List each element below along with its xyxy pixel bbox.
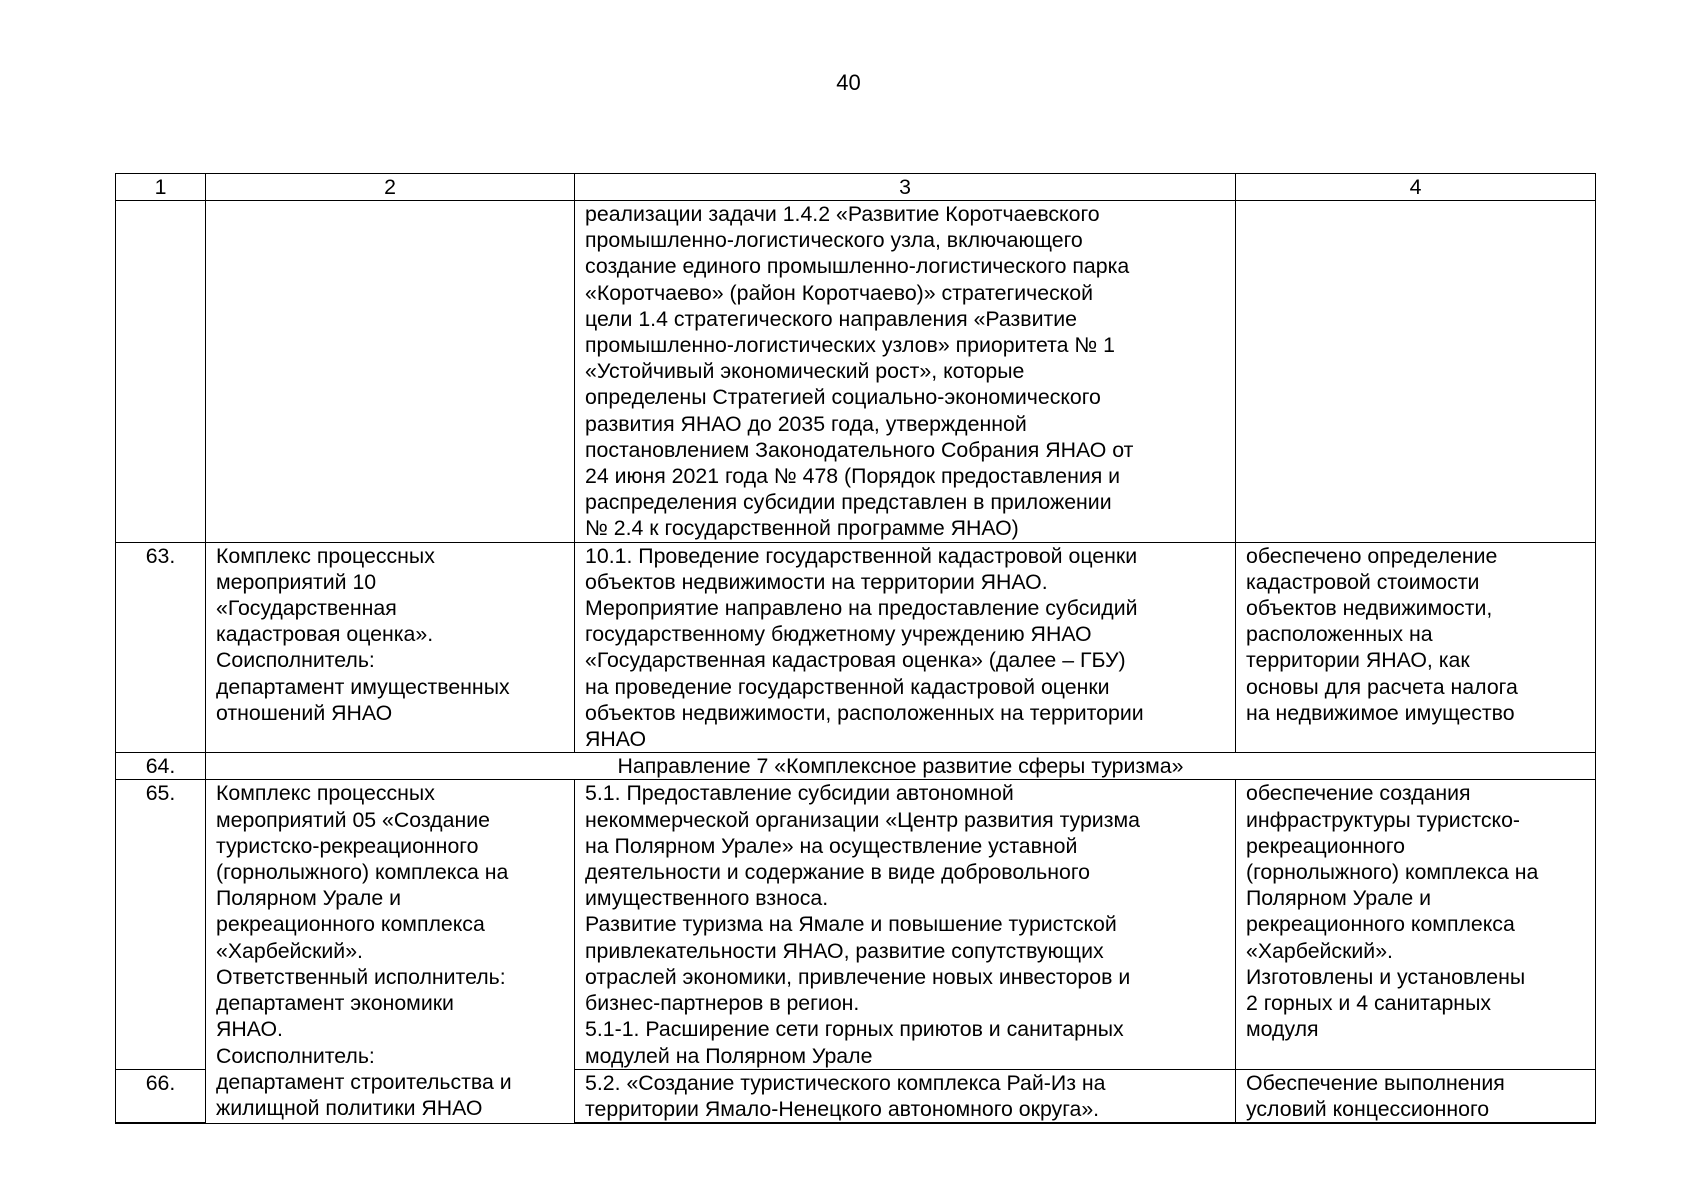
- text-line: промышленно-логистических узлов» приоритета № 1: [585, 333, 1115, 358]
- row-number-cell: [116, 201, 206, 543]
- table-row-63: [116, 542, 1596, 753]
- text-line: (горнолыжного) комплекса на: [216, 860, 509, 885]
- row-measure-cell: [575, 201, 1236, 543]
- text-line: объектов недвижимости на территории ЯНАО.: [585, 569, 1048, 594]
- text-line: на Полярном Урале» на осуществление уставной: [585, 833, 1078, 858]
- row-number-cell: 63.: [116, 542, 206, 753]
- text-line: на недвижимое имущество: [1246, 700, 1515, 725]
- text-line: ЯНАО: [585, 727, 647, 752]
- text-line: деятельности и содержание в виде добровольного: [585, 860, 1091, 885]
- text-line: 24 июня 2021 года № 478 (Порядок предоставления и: [585, 464, 1121, 489]
- text-line: обеспечено определение: [1246, 543, 1498, 568]
- text-line: 10.1. Проведение государственной кадастровой оценки: [585, 543, 1138, 568]
- text-line: привлекательности ЯНАО, развитие сопутствующих: [585, 938, 1104, 963]
- text-line: «Харбейский».: [216, 938, 363, 963]
- text-line: кадастровой стоимости: [1246, 569, 1480, 594]
- text-line: цели 1.4 стратегического направления «Развитие: [585, 306, 1078, 331]
- text-line: мероприятий 05 «Создание: [216, 807, 490, 832]
- text-line: «Харбейский».: [1246, 938, 1393, 963]
- text-line: основы для расчета налога: [1246, 674, 1518, 699]
- table-row-65: [116, 780, 1596, 1069]
- text-line: на проведение государственной кадастровой оценки: [585, 674, 1110, 699]
- row-result-cell: [1236, 1069, 1596, 1123]
- row-number-cell: 64.: [116, 753, 206, 780]
- table-row-64: [116, 753, 1596, 780]
- text-line: модуля: [1246, 1017, 1319, 1042]
- text-line: жилищной политики ЯНАО: [216, 1095, 483, 1120]
- text-line: 5.1-1. Расширение сети горных приютов и санитарных: [585, 1017, 1124, 1042]
- text-line: распределения субсидии представлен в приложении: [585, 490, 1112, 515]
- text-line: инфраструктуры туристско-: [1246, 807, 1520, 832]
- text-line: «Коротчаево» (район Коротчаево)» стратегической: [585, 280, 1094, 305]
- text-line: некоммерческой организации «Центр развития туризма: [585, 807, 1140, 832]
- text-line: департамент строительства и: [216, 1069, 512, 1094]
- header-col-4: 4: [1236, 174, 1596, 201]
- text-line: обеспечение создания: [1246, 781, 1471, 806]
- text-line: Комплекс процессных: [216, 781, 435, 806]
- text-line: Развитие туризма на Ямале и повышение туристской: [585, 912, 1117, 937]
- row-number-cell: 66.: [116, 1069, 206, 1123]
- text-line: отраслей экономики, привлечение новых инвесторов и: [585, 964, 1131, 989]
- text-line: Соисполнитель:: [216, 1043, 375, 1068]
- text-line: департамент экономики: [216, 991, 454, 1016]
- text-line: (горнолыжного) комплекса на: [1246, 860, 1539, 885]
- program-table: [115, 173, 1596, 1124]
- text-line: Обеспечение выполнения: [1246, 1070, 1505, 1095]
- text-line: определены Стратегией социально-экономического: [585, 385, 1101, 410]
- text-line: Соисполнитель:: [216, 648, 375, 673]
- text-line: ЯНАО.: [216, 1017, 283, 1042]
- text-line: условий концессионного: [1246, 1096, 1490, 1121]
- text-line: отношений ЯНАО: [216, 700, 393, 725]
- row-description-cell: [206, 542, 575, 753]
- text-line: № 2.4 к государственной программе ЯНАО): [585, 516, 1019, 541]
- page-number: 40: [836, 70, 861, 95]
- header-col-2: 2: [206, 174, 575, 201]
- row-description-cell: [206, 780, 575, 1123]
- text-line: развития ЯНАО до 2035 года, утвержденной: [585, 411, 1027, 436]
- text-line: 5.1. Предоставление субсидии автономной: [585, 781, 1014, 806]
- text-line: объектов недвижимости,: [1246, 596, 1493, 621]
- text-line: промышленно-логистического узла, включающего: [585, 228, 1083, 253]
- row-measure-cell: [575, 780, 1236, 1069]
- text-line: Мероприятие направлено на предоставление субсидий: [585, 596, 1138, 621]
- text-line: рекреационного: [1246, 833, 1405, 858]
- text-line: «Устойчивый экономический рост», которые: [585, 359, 1025, 384]
- text-line: рекреационного комплекса: [1246, 912, 1515, 937]
- row-measure-cell: [575, 1069, 1236, 1123]
- text-line: «Государственная: [216, 596, 397, 621]
- text-line: 5.2. «Создание туристического комплекса Рай-Из на: [585, 1070, 1106, 1095]
- text-line: туристско-рекреационного: [216, 833, 479, 858]
- text-line: объектов недвижимости, расположенных на территории: [585, 700, 1144, 725]
- text-line: Полярном Урале и: [216, 886, 401, 911]
- text-line: мероприятий 10: [216, 569, 377, 594]
- row-result-cell: [1236, 542, 1596, 753]
- text-line: территории ЯНАО, как: [1246, 648, 1470, 673]
- row-result-cell: [1236, 780, 1596, 1069]
- text-line: рекреационного комплекса: [216, 912, 485, 937]
- text-line: «Государственная кадастровая оценка» (далее – ГБУ): [585, 648, 1126, 673]
- text-line: Изготовлены и установлены: [1246, 964, 1526, 989]
- header-col-1: 1: [116, 174, 206, 201]
- text-line: территории Ямало-Ненецкого автономного округа».: [585, 1096, 1100, 1121]
- row-measure-cell: [575, 542, 1236, 753]
- row-number-cell: 65.: [116, 780, 206, 1069]
- text-line: 2 горных и 4 санитарных: [1246, 991, 1492, 1016]
- table-row-continuation: [116, 201, 1596, 543]
- text-line: постановлением Законодательного Собрания ЯНАО от: [585, 437, 1134, 462]
- text-line: Комплекс процессных: [216, 543, 435, 568]
- text-line: модулей на Полярном Урале: [585, 1043, 873, 1068]
- section-heading: Направление 7 «Комплексное развитие сферы туризма»: [206, 753, 1596, 780]
- text-line: имущественного взноса.: [585, 886, 829, 911]
- table-header-row: [116, 174, 1596, 201]
- row-result-cell: [1236, 201, 1596, 543]
- text-line: создание единого промышленно-логистического парка: [585, 254, 1130, 279]
- text-line: бизнес-партнеров в регион.: [585, 991, 860, 1016]
- row-description-cell: [206, 201, 575, 543]
- text-line: государственному бюджетному учреждению ЯНАО: [585, 622, 1092, 647]
- header-col-3: 3: [575, 174, 1236, 201]
- text-line: Полярном Урале и: [1246, 886, 1431, 911]
- text-line: Ответственный исполнитель:: [216, 964, 506, 989]
- text-line: расположенных на: [1246, 622, 1433, 647]
- text-line: реализации задачи 1.4.2 «Развитие Коротчаевского: [585, 202, 1100, 226]
- text-line: департамент имущественных: [216, 674, 510, 699]
- text-line: кадастровая оценка».: [216, 622, 434, 647]
